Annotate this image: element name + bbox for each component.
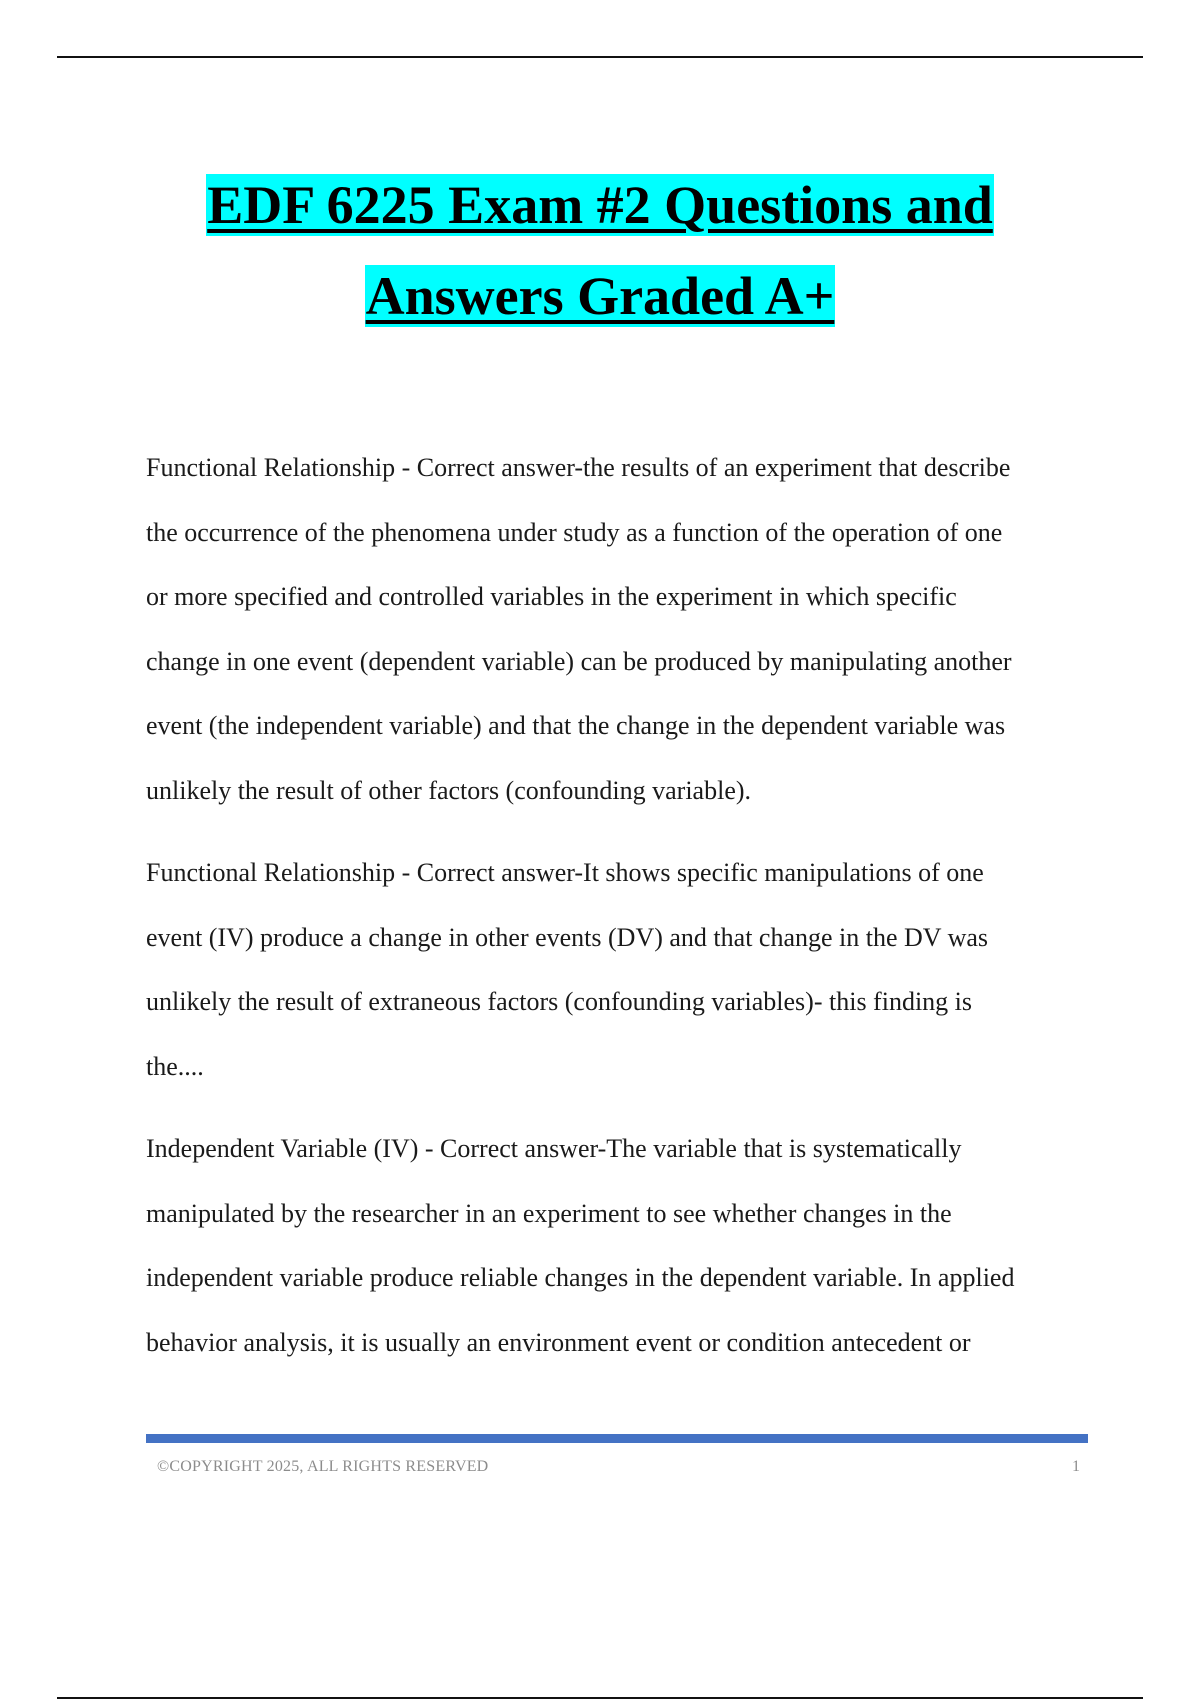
top-rule [57, 56, 1143, 58]
footer-copyright: ©COPYRIGHT 2025, ALL RIGHTS RESERVED [157, 1458, 489, 1475]
paragraph-independent-variable [146, 1117, 1094, 1375]
paragraph-line: Independent Variable (IV) - Correct answer-The variable that is systematically [146, 1134, 962, 1163]
paragraph-line: event (the independent variable) and that the change in the dependent variable was [146, 711, 1006, 740]
paragraph-line: unlikely the result of other factors (confounding variable). [146, 775, 752, 805]
document-title [0, 174, 1200, 327]
paragraph-line: the.... [146, 1051, 204, 1081]
document-body [146, 436, 1094, 1393]
paragraph-line: Functional Relationship - Correct answer-It shows specific manipulations of one [146, 858, 984, 887]
footer-divider [146, 1434, 1088, 1443]
paragraph-line: behavior analysis, it is usually an environment event or condition antecedent or [146, 1327, 971, 1357]
title-line-2: Answers Graded A+ [365, 266, 835, 326]
title-line-1: EDF 6225 Exam #2 Questions and [207, 175, 993, 235]
page-number: 1 [1072, 1458, 1080, 1475]
paragraph-line: or more specified and controlled variables in the experiment in which specific [146, 582, 957, 611]
paragraph-line: event (IV) produce a change in other events (DV) and that change in the DV was [146, 922, 989, 952]
paragraph-line: independent variable produce reliable changes in the dependent variable. In applied [146, 1263, 1015, 1292]
paragraph-line: unlikely the result of extraneous factors (confounding variables)- this finding is [146, 987, 973, 1016]
paragraph-functional-relationship-2 [146, 841, 1094, 1099]
bottom-rule [57, 1697, 1143, 1699]
paragraph-line: Functional Relationship - Correct answer-the results of an experiment that describe [146, 453, 1011, 482]
paragraph-line: manipulated by the researcher in an experiment to see whether changes in the [146, 1198, 952, 1228]
paragraph-functional-relationship-1 [146, 436, 1094, 823]
paragraph-line: change in one event (dependent variable) can be produced by manipulating another [146, 646, 1012, 676]
paragraph-line: the occurrence of the phenomena under study as a function of the operation of one [146, 517, 1003, 547]
